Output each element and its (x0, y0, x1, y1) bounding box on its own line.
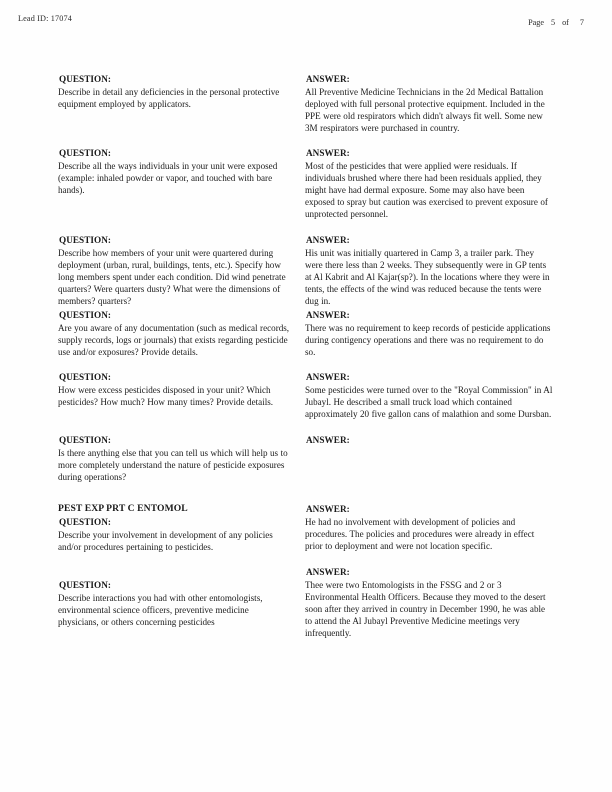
answer-text: He had no involvement with development of policies and procedures. The policies and procedures were already in effect prior to deployment and were not location specific. (305, 517, 535, 552)
answer-text: His unit was initially quartered in Camp 3, a trailer park. They were there less than 2 weeks. They subsequently were in GP tents at Al Kabrit and Al Kajar(sp?). In the locations where they were in tents, the effects of the wind was reduced because the tents were dug in. (305, 248, 550, 307)
answer-label: ANSWER: (306, 435, 350, 445)
question-block (58, 235, 290, 308)
question-block (58, 580, 290, 628)
section-heading-entomol: PEST EXP PRT C ENTOMOL (58, 503, 188, 514)
page-total: 7 (579, 18, 584, 27)
question-text: Describe all the ways individuals in your unit were exposed (example: inhaled powder or vapor, and touched with bare hands). (58, 161, 278, 196)
answer-text: Most of the pesticides that were applied were residuals. If individuals brushed where there had been residuals applied, they might have had dermal exposure. Some may also have been exposed to spray but caution was exercised to prevent exposure of unprotected personnel. (305, 161, 548, 220)
page-number-label (528, 18, 584, 27)
question-block (58, 74, 290, 110)
question-label: QUESTION: (59, 235, 112, 245)
page-word: Page (528, 18, 544, 27)
answer-label: ANSWER: (306, 74, 350, 84)
question-label: QUESTION: (59, 74, 112, 84)
question-text: How were excess pesticides disposed in your unit? Which pesticides? How much? How many times? Provide details. (58, 385, 274, 408)
answer-text: There was no requirement to keep records of pesticide applications during contigency operations and there was no requirement to do so. (305, 323, 551, 358)
answer-text: Some pesticides were turned over to the "Royal Commission" in Al Jubayl. He described a small truck load which contained approximately 20 five gallon cans of malathion and some Dursban. (305, 385, 553, 420)
answer-block (305, 372, 553, 420)
answer-block (305, 148, 553, 221)
answer-label: ANSWER: (306, 148, 350, 158)
question-block (58, 310, 290, 358)
answer-block (305, 74, 553, 134)
page-header (0, 14, 612, 32)
question-label: QUESTION: (59, 517, 112, 527)
question-label: QUESTION: (59, 435, 112, 445)
page-current: 5 (550, 18, 556, 27)
question-block (58, 148, 290, 196)
question-label: QUESTION: (59, 372, 112, 382)
question-label: QUESTION: (59, 148, 112, 158)
question-text: Is there anything else that you can tell us which will help us to more completely understand the nature of pesticide exposures during operations? (58, 448, 288, 483)
question-block (58, 517, 290, 553)
question-text: Describe in detail any deficiencies in the personal protective equipment employed by applicators. (58, 87, 280, 110)
lead-id-label: Lead ID: 17074 (18, 14, 72, 23)
question-text: Describe your involvement in development of any policies and/or procedures pertaining to pesticides. (58, 530, 273, 553)
answer-block (305, 310, 553, 358)
question-text: Describe how members of your unit were quartered during deployment (urban, rural, buildings, tents, etc.). Specify how long members spent under each condition. Did wind penetrate quarters? Were quarters dusty? What were the dimensions of members? quarters? (58, 248, 286, 307)
answer-block (305, 435, 553, 447)
answer-text: All Preventive Medicine Technicians in the 2d Medical Battalion deployed with full personal protective equipment. Included in the PPE were old respirators which didn't always fit well. Some new 3M respirators were purchased in country. (305, 87, 545, 134)
question-label: QUESTION: (59, 580, 112, 590)
question-text: Are you aware of any documentation (such as medical records, supply records, logs or journals) that exists regarding pesticide use and/or exposures? Provide details. (58, 323, 290, 358)
answer-label: ANSWER: (306, 235, 350, 245)
answer-label: ANSWER: (306, 310, 350, 320)
question-text: Describe interactions you had with other entomologists, environmental science officers, preventive medicine physicians, or others concerning pesticides (58, 593, 263, 628)
page-of-word: of (562, 18, 569, 27)
answer-block (305, 567, 553, 640)
answer-label: ANSWER: (306, 567, 350, 577)
answer-text: Thee were two Entomologists in the FSSG and 2 or 3 Environmental Health Officers. Because they moved to the desert soon after they arrived in country in December 1990, he was able to attend the Al Jubayl Preventive Medicine meetings very infrequently. (305, 580, 546, 639)
answer-label: ANSWER: (306, 504, 350, 514)
question-label: QUESTION: (59, 310, 112, 320)
answer-label: ANSWER: (306, 372, 350, 382)
answer-block (305, 235, 553, 308)
answer-block (305, 504, 553, 552)
question-block (58, 435, 290, 483)
question-block (58, 372, 290, 408)
